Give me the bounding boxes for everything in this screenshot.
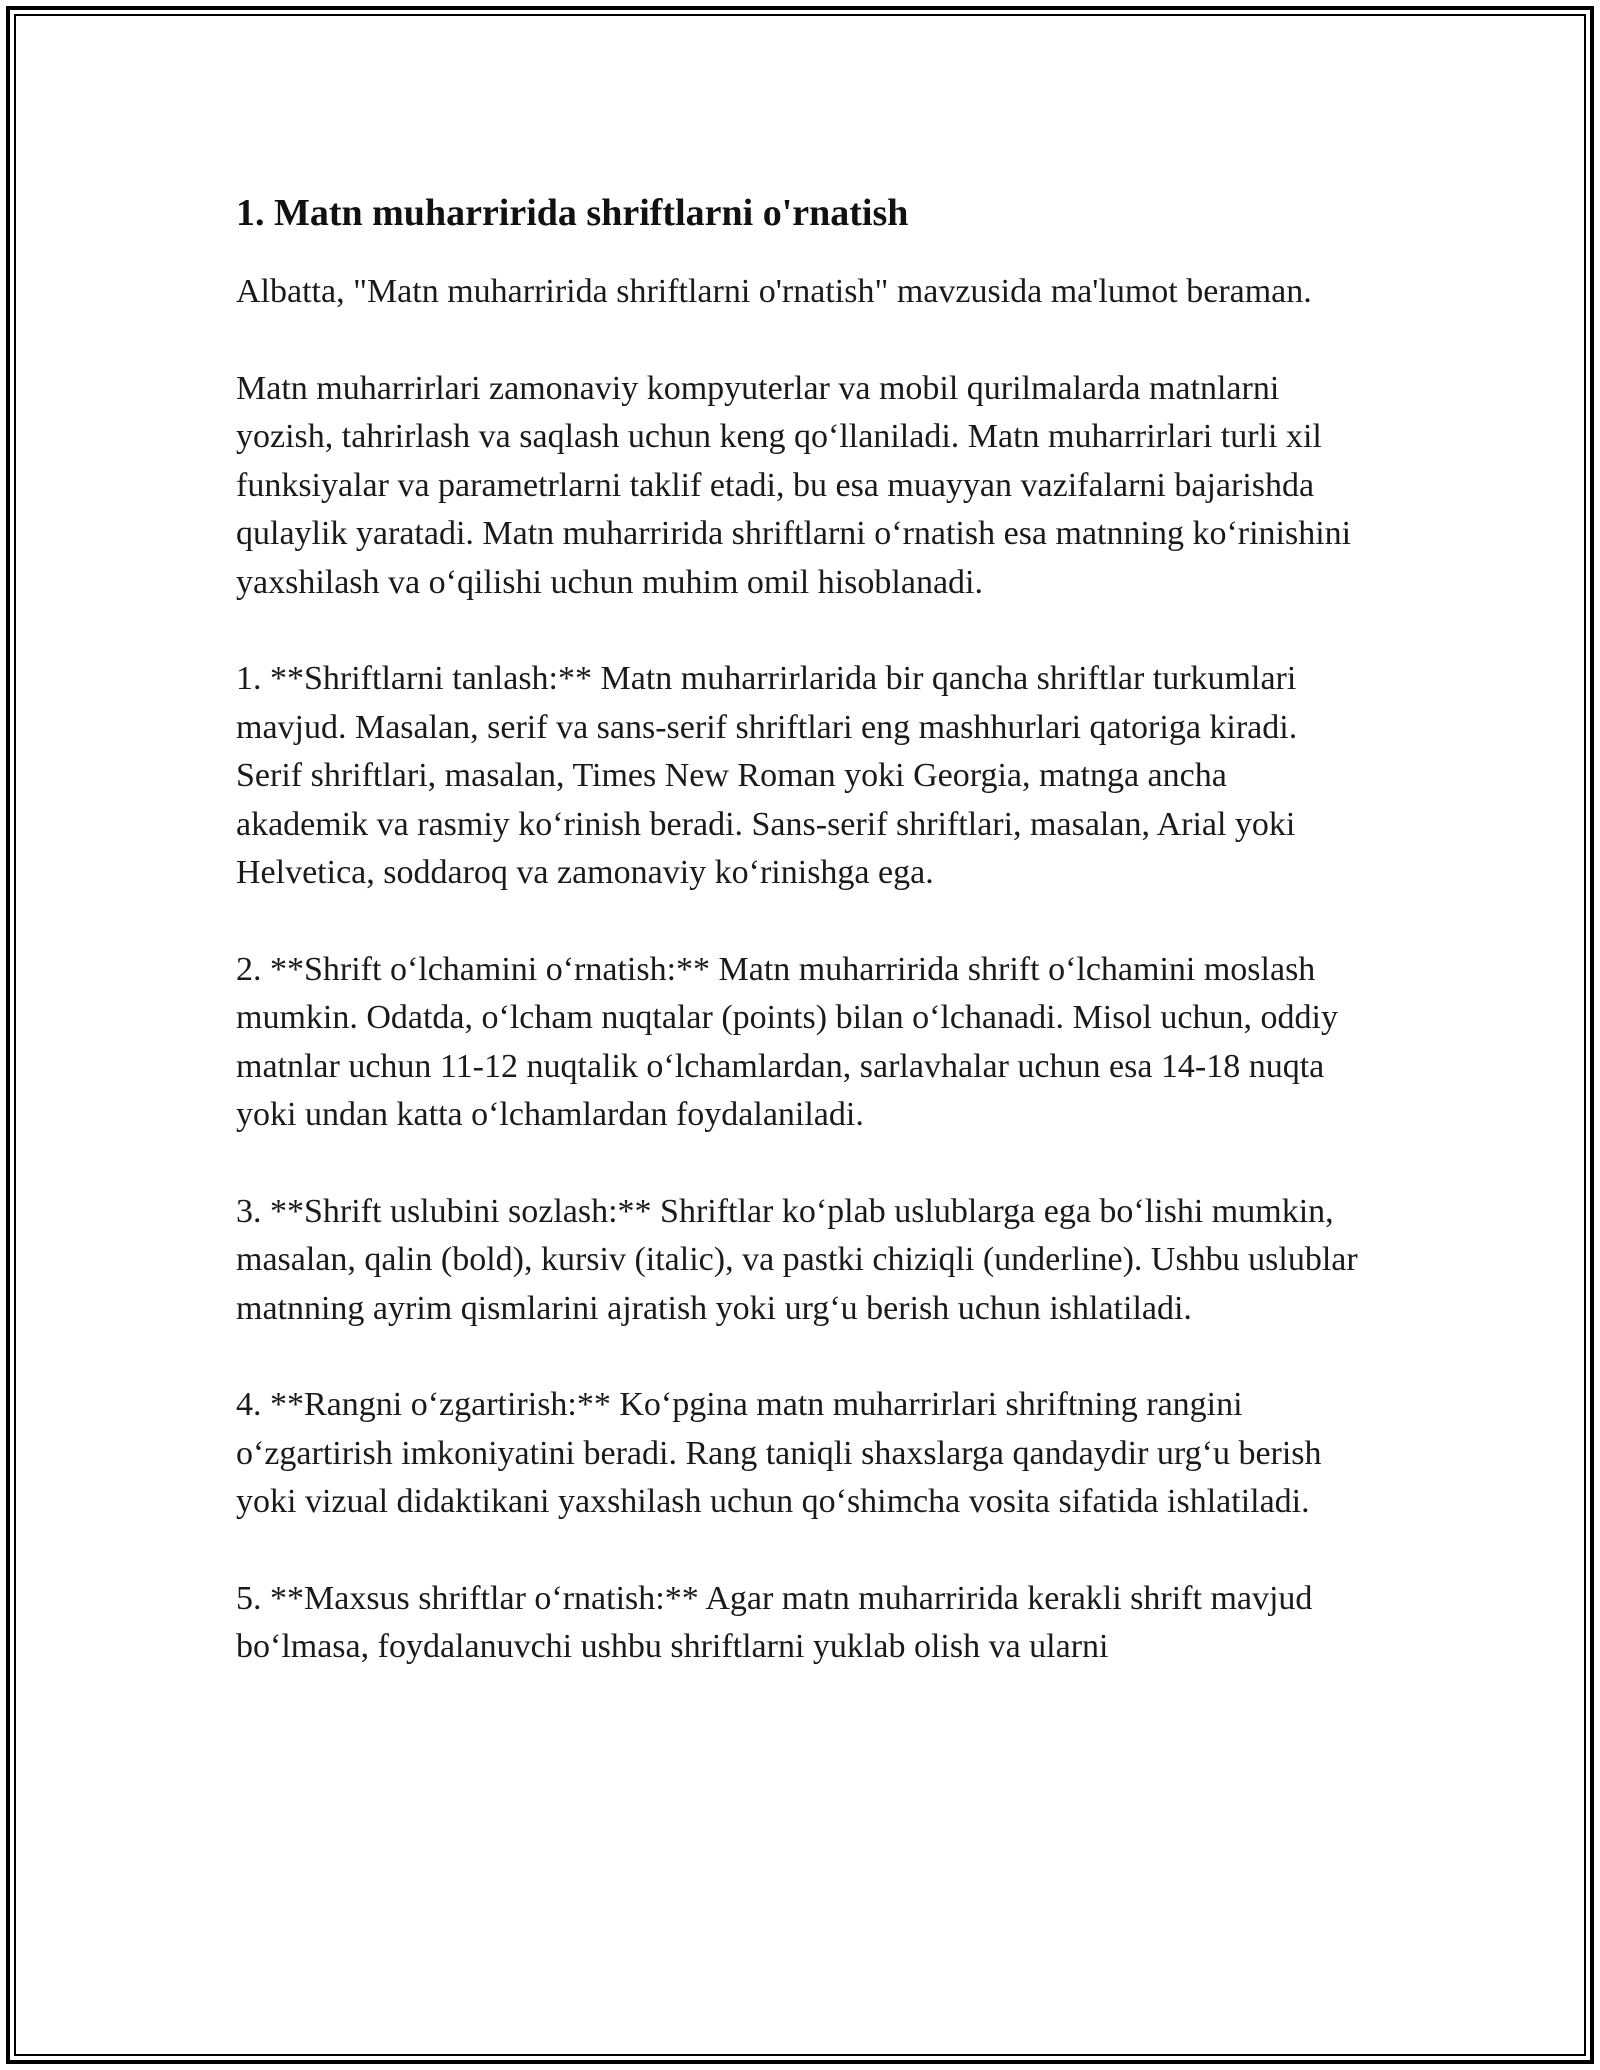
list-item-font-style: 3. **Shrift uslubini sozlash:** Shriftlar ko‘plab uslublarga ega bo‘lishi mumkin, masalan, qalin (bold), kursiv (italic), va pastki chiziqli (underline). Ushbu uslublar matnning ayrim qismlarini ajratish yoki urg‘u berish uchun ishlatiladi. <box>236 1192 1358 1327</box>
list-item-font-size: 2. **Shrift o‘lchamini o‘rnatish:** Matn muharririda shrift o‘lchamini moslash mumkin. Odatda, o‘lcham nuqtalar (points) bilan o‘lchanadi. Misol uchun, oddiy matnlar uchun 11-12 nuqtalik o‘lchamlardan, sarlavhalar uchun esa 14-18 nuqta yoki undan katta o‘lchamlardan foydalaniladi. <box>236 950 1338 1133</box>
list-item-font-color: 4. **Rangni o‘zgartirish:** Ko‘pgina matn muharrirlari shriftning rangini o‘zgartirish imkoniyatini beradi. Rang taniqli shaxslarga qandaydir urg‘u berish yoki vizual didaktikani yaxshilash uchun qo‘shimcha vosita sifatida ishlatiladi. <box>236 1386 1322 1520</box>
document-title: 1. Matn muharririda shriftlarni o'rnatish <box>236 192 909 234</box>
document-body <box>236 186 1366 1720</box>
list-item-font-choice: 1. **Shriftlarni tanlash:** Matn muharrirlarida bir qancha shriftlar turkumlari mavjud. Masalan, serif va sans-serif shriftlari eng mashhurlari qatoriga kiradi. Serif shriftlari, masalan, Times New Roman yoki Georgia, matnga ancha akademik va rasmiy ko‘rinish beradi. Sans-serif shriftlari, masalan, Arial yoki Helvetica, soddaroq va zamonaviy ko‘rinishga ega. <box>236 660 1298 891</box>
intro-paragraph: Albatta, "Matn muharririda shriftlarni o'rnatish" mavzusida ma'lumot beraman. <box>236 273 1312 310</box>
list-item-custom-fonts: 5. **Maxsus shriftlar o‘rnatish:** Agar matn muharririda kerakli shrift mavjud bo‘lmasa, foydalanuvchi ushbu shriftlarni yuklab olish va ularni <box>236 1579 1313 1665</box>
overview-paragraph: Matn muharrirlari zamonaviy kompyuterlar va mobil qurilmalarda matnlarni yozish, tahrirlash va saqlash uchun keng qo‘llaniladi. Matn muharrirlari turli xil funksiyalar va parametrlarni taklif etadi, bu esa muayyan vazifalarni bajarishda qulaylik yaratadi. Matn muharririda shriftlarni o‘rnatish esa matnning ko‘rinishini yaxshilash va o‘qilishi uchun muhim omil hisoblanadi. <box>236 369 1352 601</box>
